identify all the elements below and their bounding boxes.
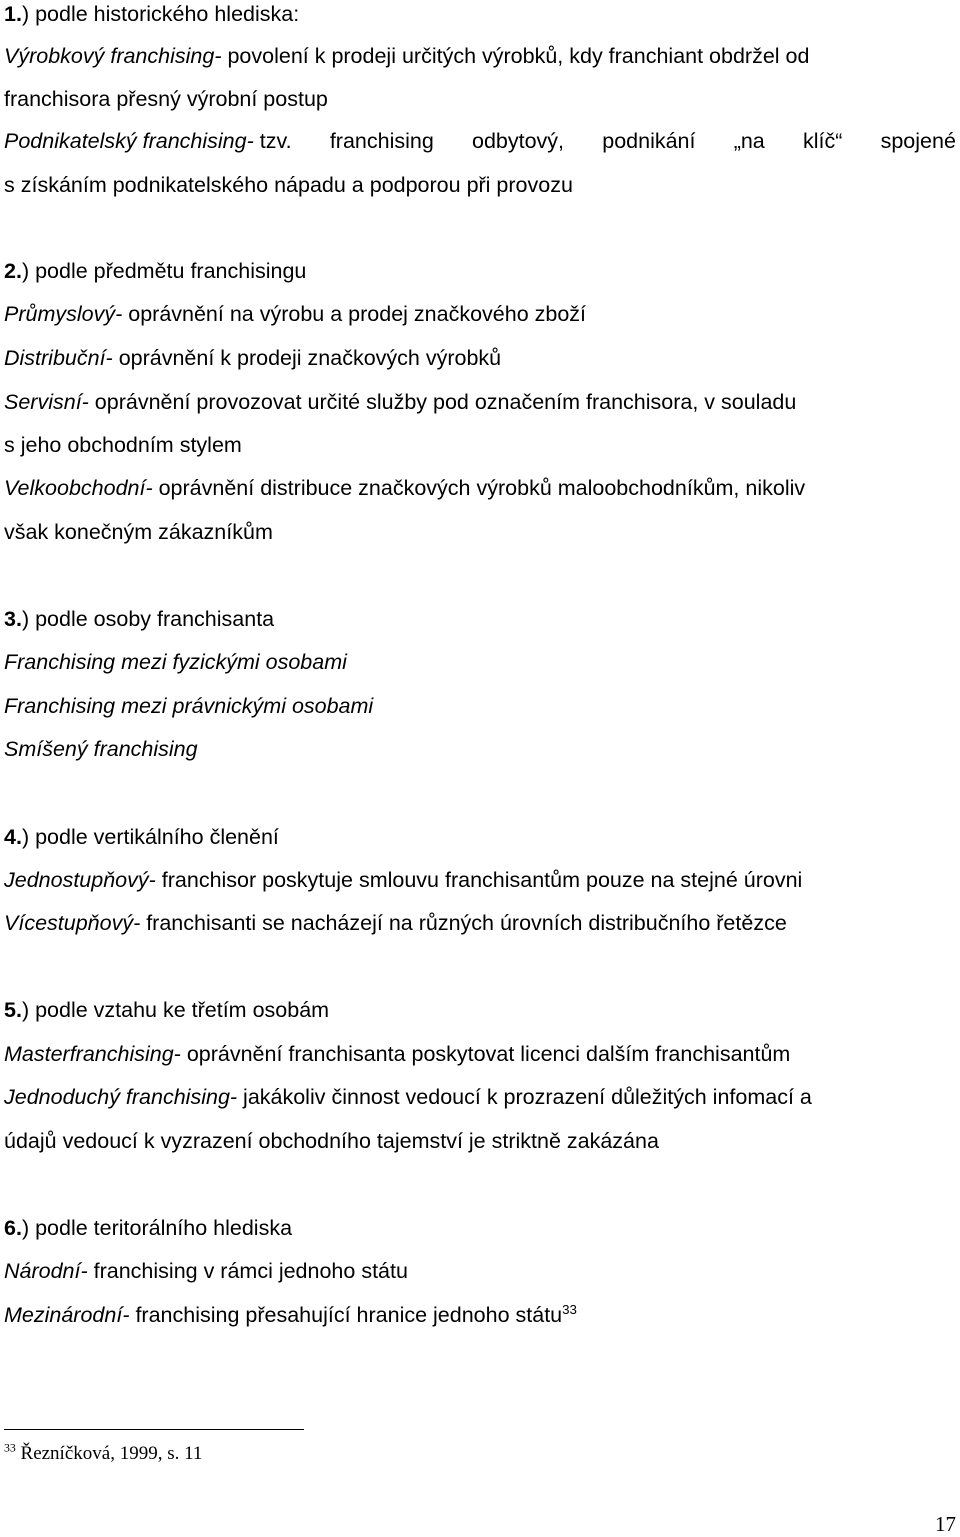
section-2-item-3-line-2: s jeho obchodním stylem [4, 433, 242, 457]
section-5-item-2-term: Jednoduchý franchising- [4, 1085, 238, 1109]
page-number: 17 [935, 1512, 956, 1536]
section-6-item-2-term: Mezinárodní- [4, 1303, 130, 1327]
section-1-item-2-line-2: s získáním podnikatelského nápadu a podporou při provozu [4, 173, 573, 197]
section-6-number: 6. [4, 1216, 22, 1240]
section-1-item-2-word: tzv. [259, 129, 292, 153]
section-4-item-2-term: Vícestupňový- [4, 911, 141, 935]
section-1-item-2-word: spojené [880, 129, 956, 153]
section-3-item-3: Smíšený franchising [4, 737, 198, 761]
section-4-item-2-text: franchisanti se nacházejí na různých úrovních distribučního řetězce [140, 911, 787, 935]
section-2-item-4-line-1 [4, 474, 805, 502]
section-1-heading [4, 0, 299, 28]
section-6-title: ) podle teritorálního hlediska [21, 1216, 293, 1240]
section-3-item-2: Franchising mezi právnickými osobami [4, 694, 374, 718]
section-2-item-4-line-2: však konečným zákazníkům [4, 520, 273, 544]
section-4-heading [4, 823, 279, 851]
section-2-item-3-term: Servisní- [4, 390, 89, 414]
section-5-title: ) podle vztahu ke třetím osobám [21, 998, 330, 1022]
section-2-item-1 [4, 300, 586, 328]
section-6-heading [4, 1214, 292, 1242]
section-2-item-4-text: oprávnění distribuce značkových výrobků maloobchodníkům, nikoliv [152, 476, 806, 500]
section-5-item-1 [4, 1040, 790, 1068]
section-6-item-1-term: Národní- [4, 1259, 88, 1283]
section-5-number: 5. [4, 998, 22, 1022]
section-5-item-2-text: jakákoliv činnost vedoucí k prozrazení důležitých infomací a [237, 1085, 812, 1109]
section-2-heading [4, 257, 306, 285]
section-2-item-1-text: oprávnění na výrobu a prodej značkového zboží [122, 302, 587, 326]
section-4-title: ) podle vertikálního členění [21, 825, 279, 849]
footnote-mark: 33 [4, 1441, 16, 1455]
section-2-item-3-text: oprávnění provozovat určité služby pod označením franchisora, v souladu [88, 390, 797, 414]
section-2-item-2-term: Distribuční- [4, 346, 113, 370]
section-4-item-1-term: Jednostupňový- [4, 868, 156, 892]
section-3-heading [4, 605, 274, 633]
section-1-item-2-word: klíč“ [802, 129, 843, 153]
section-1-item-1-text: povolení k prodeji určitých výrobků, kdy franchiant obdržel od [221, 44, 810, 68]
section-5-item-2-line-2: údajů vedoucí k vyzrazení obchodního tajemství je striktně zakázána [4, 1129, 659, 1153]
section-2-item-1-term: Průmyslový- [4, 302, 123, 326]
section-1-item-2-word: podnikání [602, 129, 696, 153]
section-6-item-1 [4, 1257, 408, 1285]
section-1-item-1-term: Výrobkový franchising- [4, 44, 222, 68]
footnote-reference[interactable]: 33 [562, 1301, 577, 1317]
section-1-item-2-term: Podnikatelský franchising- [4, 129, 254, 153]
section-1-item-2-lead [4, 127, 292, 155]
section-1-item-2-word: „na [733, 129, 765, 153]
section-2-item-3-line-1 [4, 388, 796, 416]
section-4-item-1-text: franchisor poskytuje smlouvu franchisantům pouze na stejné úrovni [155, 868, 803, 892]
section-4-number: 4. [4, 825, 22, 849]
footnote [4, 1441, 202, 1467]
section-5-item-1-term: Masterfranchising- [4, 1042, 181, 1066]
section-5-heading [4, 996, 329, 1024]
section-2-item-2 [4, 344, 501, 372]
section-6-item-2-text: franchising přesahující hranice jednoho státu [129, 1303, 563, 1327]
footnote-separator [4, 1429, 304, 1430]
footnote-text: Řezníčková, 1999, s. 11 [15, 1443, 203, 1464]
section-6-item-2 [4, 1301, 577, 1329]
section-1-item-2-line-1 [4, 127, 956, 155]
section-1-title: ) podle historického hlediska: [21, 2, 300, 26]
section-6-item-1-text: franchising v rámci jednoho státu [87, 1259, 408, 1283]
section-2-number: 2. [4, 259, 22, 283]
section-1-item-1-line-2: franchisora přesný výrobní postup [4, 87, 328, 111]
section-2-item-2-text: oprávnění k prodeji značkových výrobků [112, 346, 502, 370]
section-3-item-1: Franchising mezi fyzickými osobami [4, 650, 347, 674]
section-4-item-1 [4, 866, 802, 894]
section-1-item-1-line-1 [4, 42, 809, 70]
section-1-number: 1. [4, 2, 22, 26]
section-3-title: ) podle osoby franchisanta [21, 607, 275, 631]
section-2-item-4-term: Velkoobchodní- [4, 476, 153, 500]
section-1-item-2-word: franchising [329, 129, 434, 153]
section-5-item-1-text: oprávnění franchisanta poskytovat licenci dalším franchisantům [180, 1042, 791, 1066]
section-3-number: 3. [4, 607, 22, 631]
section-5-item-2-line-1 [4, 1083, 812, 1111]
section-1-item-2-word: odbytový, [472, 129, 565, 153]
section-2-title: ) podle předmětu franchisingu [21, 259, 307, 283]
section-4-item-2 [4, 909, 787, 937]
